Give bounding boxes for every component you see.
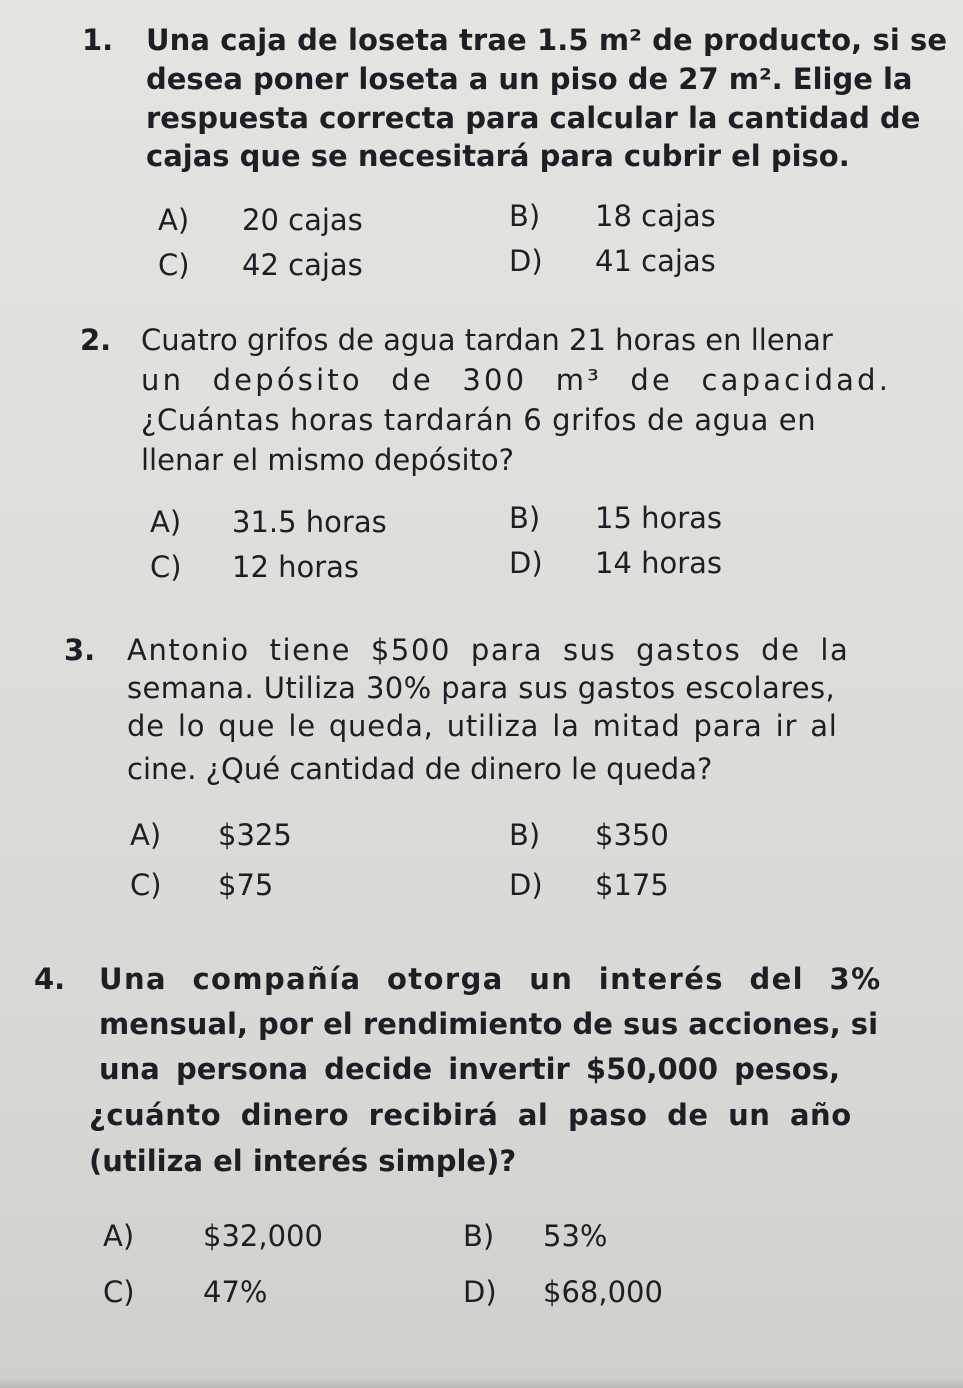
question-text-line: de lo que le queda, utiliza la mitad para ir al — [127, 709, 838, 743]
question-text-line: ¿cuánto dinero recibirá al paso de un año — [89, 1098, 852, 1132]
option-value: 20 cajas — [242, 203, 363, 237]
option-value: 31.5 horas — [232, 505, 387, 539]
option-value: 41 cajas — [595, 244, 716, 278]
question-text-line: cajas que se necesitará para cubrir el piso. — [146, 139, 850, 173]
option-d — [463, 1274, 663, 1310]
question-text-line: Antonio tiene $500 para sus gastos de la — [127, 633, 850, 667]
question-text-line: una persona decide invertir $50,000 pesos, — [99, 1052, 840, 1086]
option-d — [509, 545, 723, 581]
question-text-line: desea poner loseta a un piso de 27 m². Elige la — [146, 62, 913, 96]
option-letter: C) — [103, 1275, 135, 1309]
option-letter: A) — [150, 505, 182, 539]
page-bottom-shadow — [0, 1378, 963, 1388]
option-a — [150, 504, 387, 540]
option-letter: C) — [130, 868, 162, 902]
option-c — [150, 549, 360, 585]
option-letter: B) — [509, 199, 541, 233]
option-value: 18 cajas — [595, 199, 716, 233]
option-letter: B) — [463, 1219, 495, 1253]
option-value: 53% — [543, 1219, 608, 1253]
question-text-line: mensual, por el rendimiento de sus acciones, si — [99, 1007, 879, 1041]
option-value: 42 cajas — [242, 248, 363, 282]
question-number: 2. — [80, 323, 112, 357]
option-value: 12 horas — [232, 550, 360, 584]
option-value: $350 — [595, 818, 669, 852]
question-text-line: respuesta correcta para calcular la cantidad de — [146, 101, 921, 135]
option-letter: A) — [103, 1219, 135, 1253]
question-text-line: cine. ¿Qué cantidad de dinero le queda? — [127, 752, 713, 786]
question-text-line: Cuatro grifos de agua tardan 21 horas en llenar — [141, 323, 833, 357]
option-value: 47% — [203, 1275, 268, 1309]
option-letter: C) — [150, 550, 182, 584]
question-text-line: llenar el mismo depósito? — [141, 443, 515, 477]
question-text-line: ¿Cuántas horas tardarán 6 grifos de agua en — [141, 403, 817, 437]
question-number: 4. — [34, 962, 66, 996]
option-d — [509, 867, 669, 903]
option-b — [509, 500, 723, 536]
option-a — [158, 202, 363, 238]
option-letter: D) — [509, 868, 543, 902]
question-text-line: (utiliza el interés simple)? — [89, 1144, 517, 1178]
option-value: 15 horas — [595, 501, 723, 535]
option-letter: A) — [158, 203, 190, 237]
option-letter: C) — [158, 248, 190, 282]
option-value: $68,000 — [543, 1275, 663, 1309]
question-text-line: Una caja de loseta trae 1.5 m² de producto, si se — [146, 23, 948, 57]
question-number: 1. — [82, 23, 114, 57]
option-value: $325 — [218, 818, 292, 852]
question-text-line: un depósito de 300 m³ de capacidad. — [141, 363, 892, 397]
option-b — [463, 1218, 608, 1254]
option-value: 14 horas — [595, 546, 723, 580]
option-c — [158, 247, 363, 283]
option-letter: D) — [509, 546, 543, 580]
option-c — [130, 867, 274, 903]
option-d — [509, 243, 716, 279]
option-letter: D) — [463, 1275, 497, 1309]
option-value: $32,000 — [203, 1219, 323, 1253]
option-letter: D) — [509, 244, 543, 278]
question-text-line: Una compañía otorga un interés del 3% — [99, 962, 882, 996]
option-value: $75 — [218, 868, 274, 902]
option-c — [103, 1274, 268, 1310]
option-a — [103, 1218, 323, 1254]
option-letter: B) — [509, 818, 541, 852]
question-number: 3. — [64, 633, 96, 667]
option-a — [130, 817, 292, 853]
option-value: $175 — [595, 868, 669, 902]
option-letter: A) — [130, 818, 162, 852]
question-text-line: semana. Utiliza 30% para sus gastos escolares, — [127, 671, 836, 705]
option-b — [509, 817, 669, 853]
option-b — [509, 198, 716, 234]
option-letter: B) — [509, 501, 541, 535]
